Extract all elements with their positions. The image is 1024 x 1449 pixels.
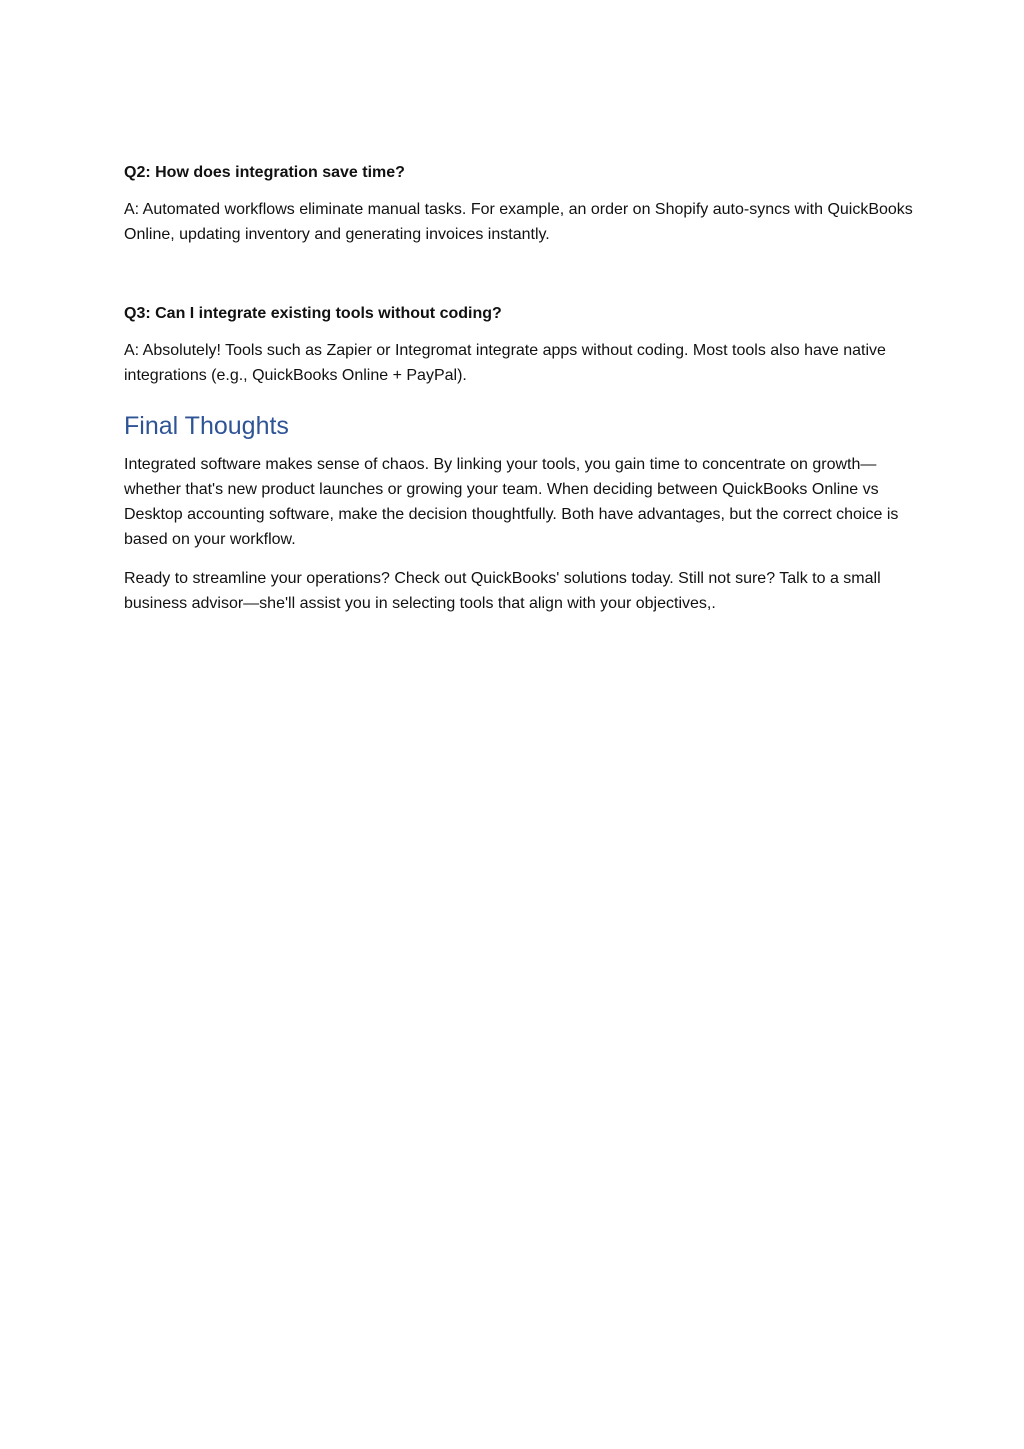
faq-item-q2: [124, 160, 914, 247]
faq-item-q3: [124, 301, 914, 388]
faq-question: Q2: How does integration save time?: [124, 164, 405, 181]
final-thoughts-paragraph: Integrated software makes sense of chaos. By linking your tools, you gain time to concentrate on growth—whether that's new product launches or growing your team. When deciding between QuickBooks Online vs Desktop accounting software, make the decision thoughtfully. Both have advantages, but the correct choice is based on your workflow.: [124, 456, 899, 548]
faq-question: Q3: Can I integrate existing tools without coding?: [124, 305, 502, 322]
faq-answer: A: Automated workflows eliminate manual tasks. For example, an order on Shopify auto-syncs with QuickBooks Online, updating inventory and generating invoices instantly.: [124, 201, 913, 243]
final-thoughts-paragraph: Ready to streamline your operations? Check out QuickBooks' solutions today. Still not sure? Talk to a small business advisor—she'll assist you in selecting tools that align with your objectives,.: [124, 570, 881, 612]
final-thoughts-heading: Final Thoughts: [124, 412, 289, 440]
document-page: [124, 160, 914, 630]
faq-answer: A: Absolutely! Tools such as Zapier or Integromat integrate apps without coding. Most tools also have native integrations (e.g., QuickBooks Online + PayPal).: [124, 342, 886, 384]
